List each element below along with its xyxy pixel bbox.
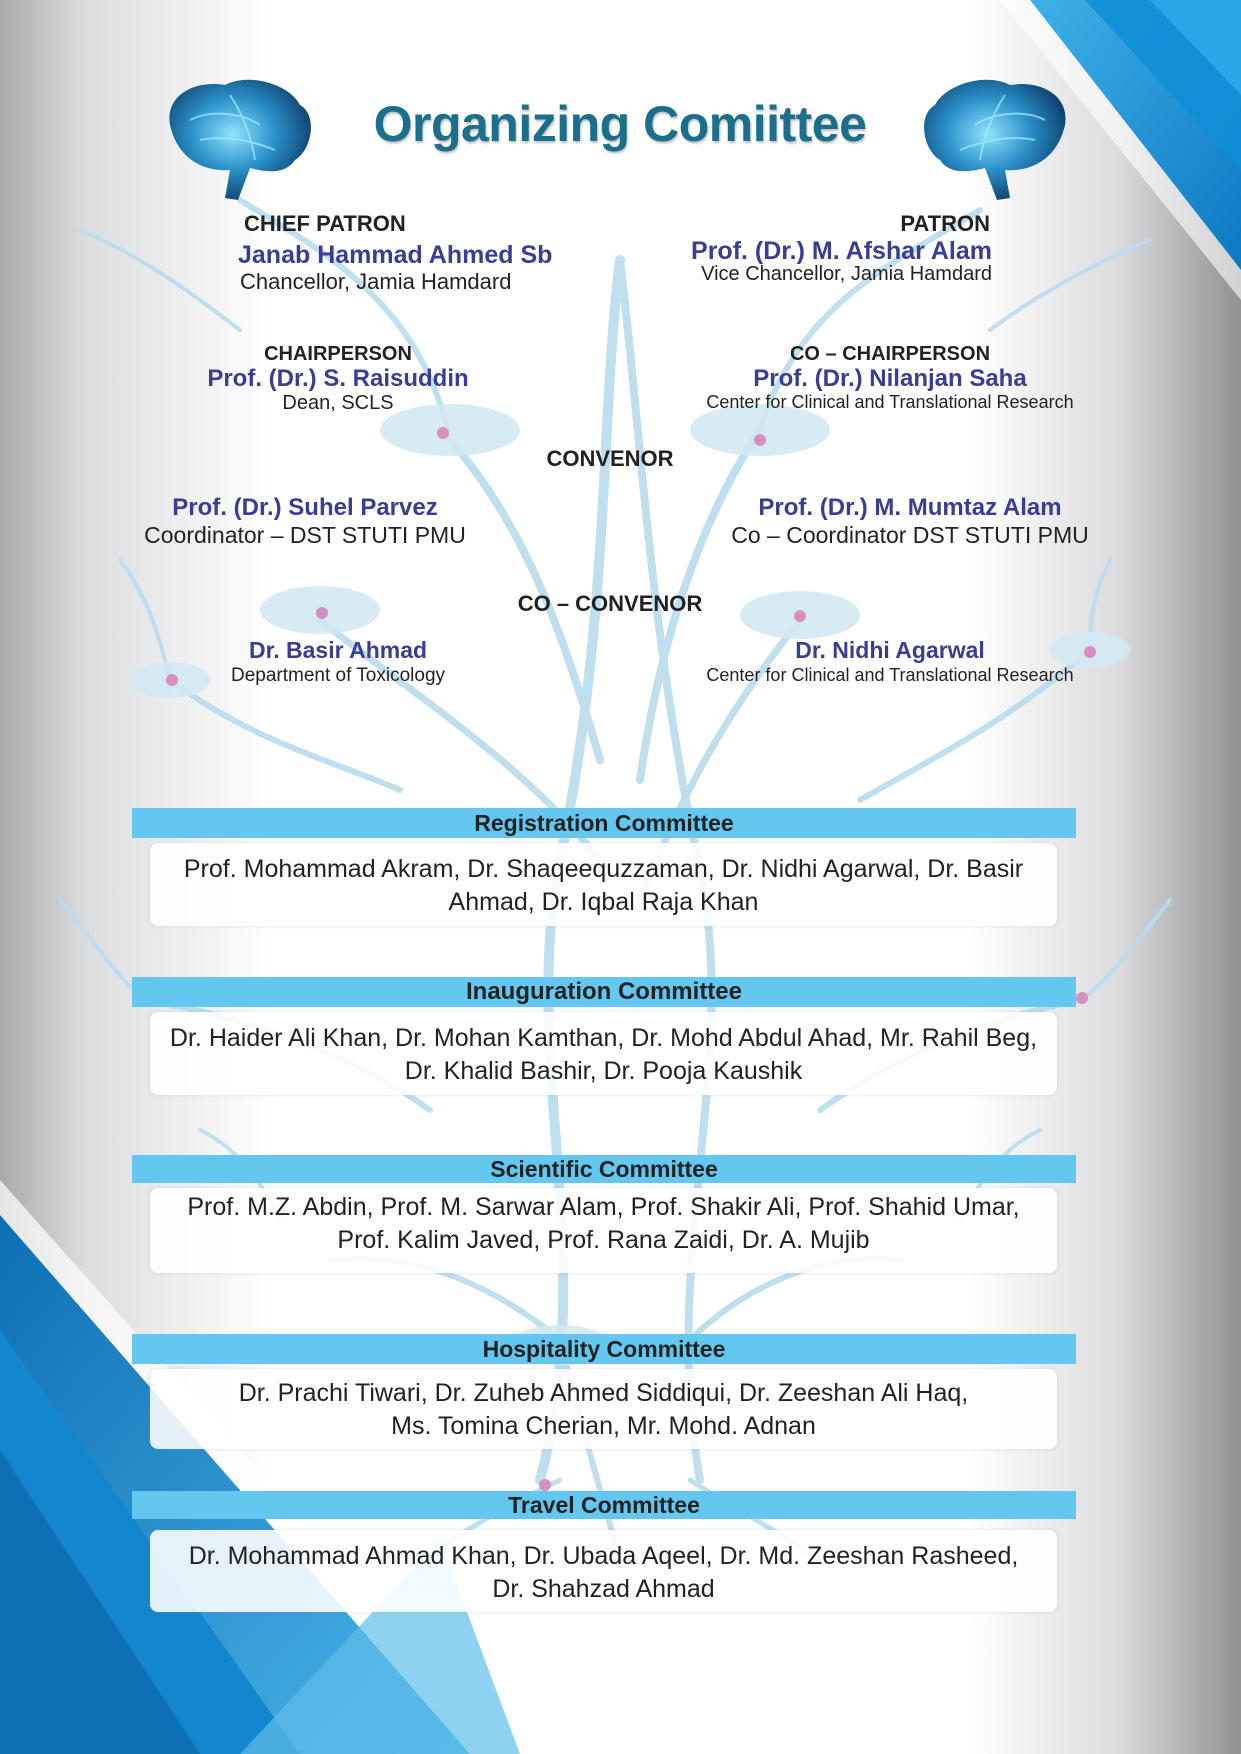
co-convenor-right-name: Dr. Nidhi Agarwal [795,637,985,663]
committee-line: Ms. Tomina Cherian, Mr. Mohd. Adnan [391,1412,816,1440]
co-convenor-left-desc: Department of Toxicology [230,665,446,686]
committee-line: Dr. Shahzad Ahmad [492,1575,715,1603]
co-chairperson-desc: Center for Clinical and Translational Research [706,392,1074,412]
co-convenor-right-desc: Center for Clinical and Translational Research [706,665,1074,685]
committee-title-travel: Travel Committee [132,1491,1076,1519]
committee-line: Prof. Kalim Javed, Prof. Rana Zaidi, Dr. A. Mujib [337,1226,870,1254]
committee-title-registration: Registration Committee [132,808,1076,838]
convenor-right-name: Prof. (Dr.) M. Mumtaz Alam [758,494,1062,521]
co-chairperson-role: CO – CHAIRPERSON [789,343,991,365]
committee-members-registration [150,843,1057,926]
co-convenor-role: CO – CONVENOR [517,591,703,616]
committee-line: Prof. Mohammad Akram, Dr. Shaqeequzzaman, Dr. Nidhi Agarwal, Dr. Basir [183,855,1024,883]
committee-title-scientific: Scientific Committee [132,1155,1076,1183]
committee-members-travel [150,1530,1057,1612]
committee-members-inauguration [150,1012,1057,1095]
page-title: Organizing Comiittee [373,96,867,152]
convenor-left-name: Prof. (Dr.) Suhel Parvez [172,494,438,521]
brain-icon [924,80,1065,200]
convenor-left-desc: Coordinator – DST STUTI PMU [144,522,466,548]
brain-icon [169,80,310,200]
convenor-role: CONVENOR [546,446,674,471]
chief-patron-name: Janab Hammad Ahmed Sb [238,241,553,269]
committee-members-hospitality [150,1369,1057,1449]
patron-name: Prof. (Dr.) M. Afshar Alam [691,237,992,265]
neuron-nuclei [139,427,1096,1491]
committee-title-inauguration: Inauguration Committee [132,977,1076,1007]
chairperson-role: CHAIRPERSON [264,343,412,365]
committee-line: Dr. Mohammad Ahmad Khan, Dr. Ubada Aqeel, Dr. Md. Zeeshan Rasheed, [188,1542,1019,1570]
patron-role: PATRON [900,211,990,236]
chairperson-desc: Dean, SCLS [282,392,394,414]
committee-members-scientific [150,1188,1057,1273]
committee-line: Prof. M.Z. Abdin, Prof. M. Sarwar Alam, Prof. Shakir Ali, Prof. Shahid Umar, [187,1193,1020,1221]
committee-title-hospitality: Hospitality Committee [132,1334,1076,1364]
committee-line: Dr. Prachi Tiwari, Dr. Zuheb Ahmed Siddiqui, Dr. Zeeshan Ali Haq, [238,1379,969,1407]
committee-line: Ahmad, Dr. Iqbal Raja Khan [448,888,759,916]
chairperson-name: Prof. (Dr.) S. Raisuddin [207,365,469,392]
patron-desc: Vice Chancellor, Jamia Hamdard [701,263,992,285]
co-convenor-left-name: Dr. Basir Ahmad [248,637,428,663]
co-chairperson-name: Prof. (Dr.) Nilanjan Saha [753,365,1027,392]
committee-line: Dr. Khalid Bashir, Dr. Pooja Kaushik [404,1057,803,1085]
chief-patron-role: CHIEF PATRON [244,211,406,236]
chief-patron-desc: Chancellor, Jamia Hamdard [240,269,512,294]
convenor-right-desc: Co – Coordinator DST STUTI PMU [731,522,1089,548]
committee-line: Dr. Haider Ali Khan, Dr. Mohan Kamthan, Dr. Mohd Abdul Ahad, Mr. Rahil Beg, [169,1024,1038,1052]
